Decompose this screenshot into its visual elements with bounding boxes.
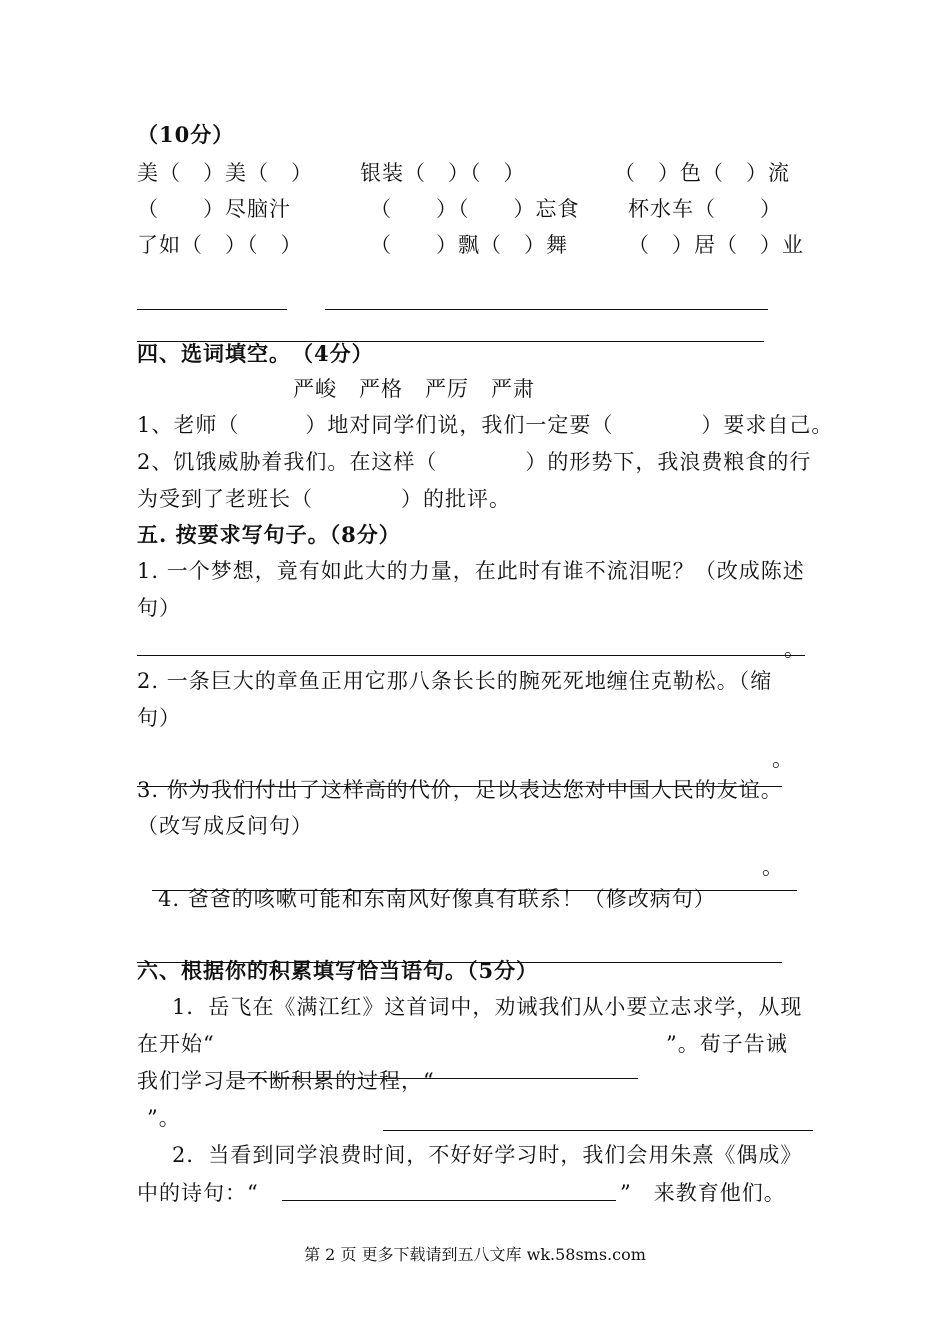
answer-line [137,655,805,656]
section5-q1a: 1. 一个梦想，竟有如此大的力量，在此时有谁不流泪呢？（改成陈述 [137,559,805,583]
period: 。 [784,637,806,661]
section4-q1: 1、老师（ ）地对同学们说，我们一定要（ ）要求自己。 [137,413,834,437]
idiom-r3c1: 了如（ ）（ ） [137,233,303,257]
idiom-r2c2: （ ）（ ）忘食 [370,197,580,221]
section6-q1a: 1．岳飞在《满江红》这首词中，劝诫我们从小要立志求学，从现 [172,995,803,1019]
idiom-r3c3: （ ）居（ ）业 [628,233,804,257]
section5-q2b: 句） [137,706,181,730]
section5-q1b: 句） [137,596,181,620]
answer-line [325,309,768,310]
period: 。 [772,747,794,771]
section4-title: 四、选词填空。 （4分） [137,341,374,366]
section6-q2b-start: 中的诗句：“ [137,1181,259,1205]
period: 。 [762,855,784,879]
answer-line [137,309,287,310]
section5-q4: 4. 爸爸的咳嗽可能和东南风好像真有联系！（修改病句） [158,887,716,911]
answer-line [383,1130,813,1131]
idiom-r1c3: （ ）色（ ）流 [614,161,790,185]
section5-q3b: （改写成反问句） [137,814,313,838]
section6-q1b-end: ”。荀子告诫 [666,1032,788,1056]
idiom-r1c2: 银装（ ）（ ） [360,161,526,185]
idiom-r1c1: 美（ ）美（ ） [137,161,313,185]
section6-q1b-start: 在开始“ [137,1032,215,1056]
section6-q1c: 我们学习是不断积累的过程，“ [137,1069,435,1093]
section6-q2a: 2．当看到同学浪费时间，不好好学习时，我们会用朱熹《偶成》 [172,1143,803,1167]
section6-q1d: ”。 [147,1106,181,1130]
section4-q2a: 2、饥饿威胁着我们。在这样（ ）的形势下，我浪费粮食的行 [137,450,812,474]
page-footer: 第 2 页 更多下载请到五八文库 wk.58sms.com [304,1245,646,1264]
section5-q2a: 2. 一条巨大的章鱼正用它那八条长长的腕死死地缠住克勒松。（缩 [137,669,773,693]
word-choices: 严峻 严格 严厉 严肃 [293,377,535,401]
section6-q2b-end: ” 来教育他们。 [620,1181,786,1205]
idiom-r2c3: 杯水车（ ） [628,197,782,221]
idiom-r3c2: （ ）飘（ ）舞 [370,233,568,257]
section6-title: 六、根据你的积累填写恰当语句。（5分） [137,958,539,983]
idiom-r2c1: （ ）尽脑汁 [137,197,291,221]
answer-line [137,786,782,787]
section3-score: （10分） [137,122,235,147]
answer-line [282,1200,616,1201]
section4-q2b: 为受到了老班长（ ）的批评。 [137,487,511,511]
answer-line [240,1078,638,1079]
section5-title: 五. 按要求写句子。（8分） [137,522,401,547]
section5-q3a: 3. 你为我们付出了这样高的代价，足以表达您对中国人民的友谊。 [137,778,783,802]
